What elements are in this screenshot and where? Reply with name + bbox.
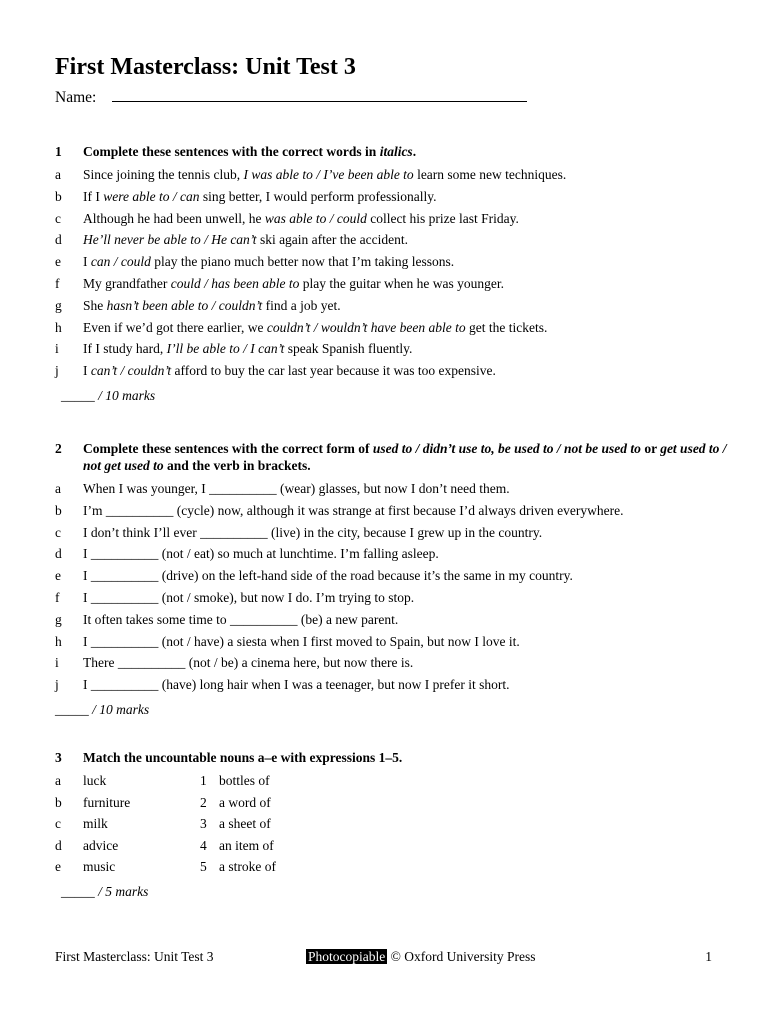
footer-publisher: © Oxford University Press xyxy=(390,949,536,964)
noun-letter: a xyxy=(55,773,61,788)
question-item xyxy=(55,360,728,382)
item-text xyxy=(83,167,566,182)
question-item xyxy=(55,251,728,273)
question-item xyxy=(55,543,728,565)
question-item xyxy=(55,338,728,360)
item-letter: c xyxy=(55,524,61,540)
item-letter: b xyxy=(55,502,62,518)
item-text: I __________ (not / eat) so much at lunchtime. I’m falling asleep. xyxy=(83,546,439,562)
text-run: find a job yet. xyxy=(262,297,341,313)
section-3-instruction: Match the uncountable nouns a–e with expressions 1–5. xyxy=(83,750,403,765)
item-text xyxy=(83,298,341,313)
item-text xyxy=(83,341,412,356)
expression: a word of xyxy=(219,794,271,810)
text-run: collect his prize last Friday. xyxy=(366,210,519,226)
section-3-match-table xyxy=(55,770,728,878)
question-item xyxy=(55,631,728,653)
item-letter: i xyxy=(55,341,59,357)
text-run: Even if we’d got there earlier, we xyxy=(83,319,267,335)
expression-number: 5 xyxy=(200,859,207,875)
section-1-instruction: Complete these sentences with the correct words in xyxy=(83,144,377,159)
item-letter: e xyxy=(55,568,61,584)
italic-phrase: I was able to / I’ve been able to xyxy=(243,167,414,182)
section-1-instruction-italic: italics xyxy=(379,144,413,159)
question-item xyxy=(55,317,728,339)
section-1-items xyxy=(55,164,728,382)
italic-phrase: was able to / could xyxy=(264,210,367,226)
uncountable-noun: luck xyxy=(83,773,107,788)
section-1-marks: _____ / 10 marks xyxy=(61,387,156,403)
text-run: My grandfather xyxy=(83,275,171,291)
italic-phrase: were able to / can xyxy=(103,188,200,204)
item-letter: f xyxy=(55,589,60,605)
section-3 xyxy=(55,749,728,901)
text-run: I xyxy=(83,363,91,379)
question-item xyxy=(55,273,728,295)
expression: an item of xyxy=(219,837,274,853)
question-item xyxy=(55,609,728,631)
item-text xyxy=(83,211,519,226)
text-run: Although he had been unwell, he xyxy=(83,210,265,226)
noun-letter: e xyxy=(55,859,61,875)
item-letter: g xyxy=(55,611,62,627)
section-1 xyxy=(55,143,728,405)
match-row xyxy=(55,813,728,835)
noun-letter: b xyxy=(55,794,62,810)
text-run: play the guitar when he was younger. xyxy=(299,275,505,291)
section-1-number: 1 xyxy=(55,144,62,159)
item-letter: h xyxy=(55,633,62,649)
expression-number: 3 xyxy=(200,816,207,832)
match-row xyxy=(55,856,728,878)
text-run: She xyxy=(83,297,107,313)
text-run: get the tickets. xyxy=(465,319,548,335)
name-label: Name: xyxy=(55,89,97,106)
question-item xyxy=(55,186,728,208)
section-2-instruction xyxy=(83,441,727,473)
text-run: ski again after the accident. xyxy=(256,232,408,248)
italic-phrase: can’t / couldn’t xyxy=(90,363,172,379)
expression-number: 2 xyxy=(200,794,207,810)
italic-phrase: can / could xyxy=(90,254,151,270)
text-run: speak Spanish fluently. xyxy=(284,341,413,357)
italic-phrase: hasn’t been able to / couldn’t xyxy=(106,297,263,313)
section-2 xyxy=(55,440,728,719)
italic-phrase: couldn’t / wouldn’t have been able to xyxy=(266,319,466,335)
footer-title: First Masterclass: Unit Test 3 xyxy=(55,949,214,964)
item-letter: j xyxy=(55,677,59,693)
name-blank-line[interactable] xyxy=(112,87,527,102)
footer-copyright xyxy=(306,948,536,966)
expression-number: 1 xyxy=(200,773,207,788)
item-letter: h xyxy=(55,319,62,335)
item-text xyxy=(83,363,496,378)
question-item xyxy=(55,587,728,609)
noun-letter: d xyxy=(55,837,62,853)
text-run: Since joining the tennis club, xyxy=(83,167,244,182)
italic-phrase: He’ll never be able to / He can’t xyxy=(83,232,257,248)
section-3-marks: _____ / 5 marks xyxy=(61,883,149,899)
match-row xyxy=(55,792,728,814)
text-run: Complete these sentences with the correct form of xyxy=(83,441,373,456)
text-run: If I xyxy=(83,188,104,204)
match-row xyxy=(55,770,728,792)
noun-letter: c xyxy=(55,816,61,832)
text-run: play the piano much better now that I’m taking lessons. xyxy=(150,254,455,270)
photocopiable-badge: Photocopiable xyxy=(308,949,386,964)
item-letter: e xyxy=(55,254,61,270)
item-letter: b xyxy=(55,188,62,204)
question-item xyxy=(55,229,728,251)
text-run: afford to buy the car last year because it was too expensive. xyxy=(171,363,496,379)
section-3-heading xyxy=(55,749,728,766)
question-item xyxy=(55,674,728,696)
uncountable-noun: milk xyxy=(83,816,108,832)
italic-phrase: get used to / not get used to xyxy=(83,441,727,473)
text-run: and the verb in brackets. xyxy=(163,458,311,473)
page-title: First Masterclass: Unit Test 3 xyxy=(55,54,356,80)
section-2-marks: _____ / 10 marks xyxy=(55,701,150,717)
item-letter: d xyxy=(55,232,62,248)
item-text xyxy=(83,232,408,247)
item-text xyxy=(83,254,454,269)
item-text xyxy=(83,276,504,291)
item-letter: j xyxy=(55,363,59,379)
item-text: I __________ (have) long hair when I was a teenager, but now I prefer it short. xyxy=(83,677,510,693)
name-field-row xyxy=(55,87,527,108)
item-letter: a xyxy=(55,481,61,496)
expression: a stroke of xyxy=(219,859,276,875)
item-text: I __________ (not / have) a siesta when I first moved to Spain, but now I love it. xyxy=(83,633,520,649)
item-letter: a xyxy=(55,167,61,182)
expression: a sheet of xyxy=(219,816,271,832)
text-run: or xyxy=(640,441,661,456)
text-run: I xyxy=(83,254,91,270)
item-text: I __________ (not / smoke), but now I do. I’m trying to stop. xyxy=(83,589,415,605)
item-text xyxy=(83,189,437,204)
item-text: When I was younger, I __________ (wear) glasses, but now I don’t need them. xyxy=(83,481,510,496)
italic-phrase: I’ll be able to / I can’t xyxy=(166,341,285,357)
question-item xyxy=(55,478,728,500)
section-3-number: 3 xyxy=(55,750,62,765)
section-2-number: 2 xyxy=(55,441,62,456)
italic-phrase: could / has been able to xyxy=(170,275,300,291)
question-item xyxy=(55,164,728,186)
item-letter: f xyxy=(55,275,60,291)
question-item xyxy=(55,652,728,674)
item-text: I __________ (drive) on the left-hand side of the road because it’s the same in my country. xyxy=(83,568,573,584)
text-run: learn some new techniques. xyxy=(413,167,567,182)
uncountable-noun: music xyxy=(83,859,116,875)
match-row xyxy=(55,835,728,857)
text-run: If I study hard, xyxy=(83,341,167,357)
uncountable-noun: furniture xyxy=(83,794,131,810)
uncountable-noun: advice xyxy=(83,837,119,853)
question-item xyxy=(55,208,728,230)
item-text: It often takes some time to __________ (be) a new parent. xyxy=(83,611,399,627)
item-letter: g xyxy=(55,297,62,313)
item-text: I’m __________ (cycle) now, although it was strange at first because I’d always driven everywhere. xyxy=(83,502,624,518)
text-run: sing better, I would perform professionally. xyxy=(199,188,437,204)
expression-number: 4 xyxy=(200,837,207,853)
item-text: There __________ (not / be) a cinema here, but now there is. xyxy=(83,655,414,671)
question-item xyxy=(55,565,728,587)
italic-phrase: used to / didn’t use to, be used to / not be used to xyxy=(372,441,641,456)
section-2-heading xyxy=(55,440,728,474)
expression: bottles of xyxy=(219,773,270,788)
item-text xyxy=(83,320,547,335)
page-number: 1 xyxy=(705,949,712,964)
question-item xyxy=(55,500,728,522)
item-letter: i xyxy=(55,655,59,671)
item-letter: c xyxy=(55,210,61,226)
question-item xyxy=(55,295,728,317)
question-item xyxy=(55,522,728,544)
item-text: I don’t think I’ll ever __________ (live) in the city, because I grew up in the country. xyxy=(83,524,543,540)
item-letter: d xyxy=(55,546,62,562)
section-2-items xyxy=(55,478,728,696)
section-1-heading xyxy=(55,143,728,160)
section-1-instruction-end: . xyxy=(412,144,417,159)
